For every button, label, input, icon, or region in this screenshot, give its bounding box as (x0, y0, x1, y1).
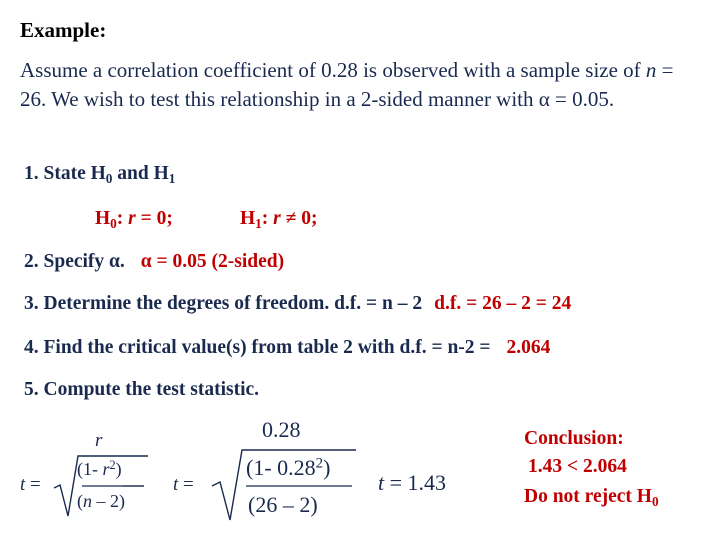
step-1-sub0: 0 (105, 170, 113, 186)
conclusion-label: Conclusion: (524, 428, 624, 449)
step-1 (24, 163, 175, 187)
step-4-label: 4. Find the critical value(s) from table 2 with d.f. = n-2 = (24, 337, 491, 358)
slide-title: Example: (20, 18, 107, 42)
step-1-sub1: 1 (168, 170, 176, 186)
step-4 (24, 337, 550, 359)
step-2 (24, 251, 284, 273)
test-statistic-result: t = 1.43 (378, 470, 447, 495)
step-3-label: 3. Determine the degrees of freedom. d.f. = n – 2 (24, 293, 423, 314)
step-5: 5. Compute the test statistic. (24, 379, 260, 400)
intro-n-variable: n (645, 58, 657, 82)
alternative-hypothesis: $H_1$: r ≠ 0; (240, 208, 318, 231)
null-hypothesis: $H_0$: r = 0; (95, 208, 173, 231)
step-1-prefix: 1. State H (24, 163, 106, 184)
step-3-answer: d.f. = 26 – 2 = 24 (434, 293, 572, 314)
intro-text-1: Assume a correlation coefficient of 0.28 is observed with a sample size of (20, 58, 646, 82)
step-4-answer: 2.064 (506, 337, 551, 358)
step-2-label: 2. Specify α. (24, 251, 125, 272)
formula1-denominator-bottom: (n – 2) (77, 491, 125, 511)
formula2-lhs: t = (173, 474, 194, 495)
formula1-numerator: r (95, 430, 103, 451)
step-3 (24, 293, 571, 315)
intro-text-2: = 26. We wish to test this relationship in a 2-sided manner with α = 0.05. (20, 58, 674, 111)
conclusion-comparison: 1.43 < 2.064 (528, 456, 627, 477)
formula2-numerator: 0.28 (262, 417, 301, 442)
step-1-mid: and H (112, 163, 169, 184)
conclusion-decision: Do not reject $H_0$ (524, 486, 659, 509)
formula1-denominator-top: (1- $r^2$) (77, 458, 122, 480)
problem-statement (20, 56, 700, 114)
formula1-lhs: t = (20, 474, 41, 495)
formula2-denominator-bottom: (26 – 2) (248, 492, 318, 517)
formula2-denominator-top: (1- 0.28$^2$) (246, 455, 331, 480)
step-2-answer: α = 0.05 (2-sided) (140, 251, 285, 272)
